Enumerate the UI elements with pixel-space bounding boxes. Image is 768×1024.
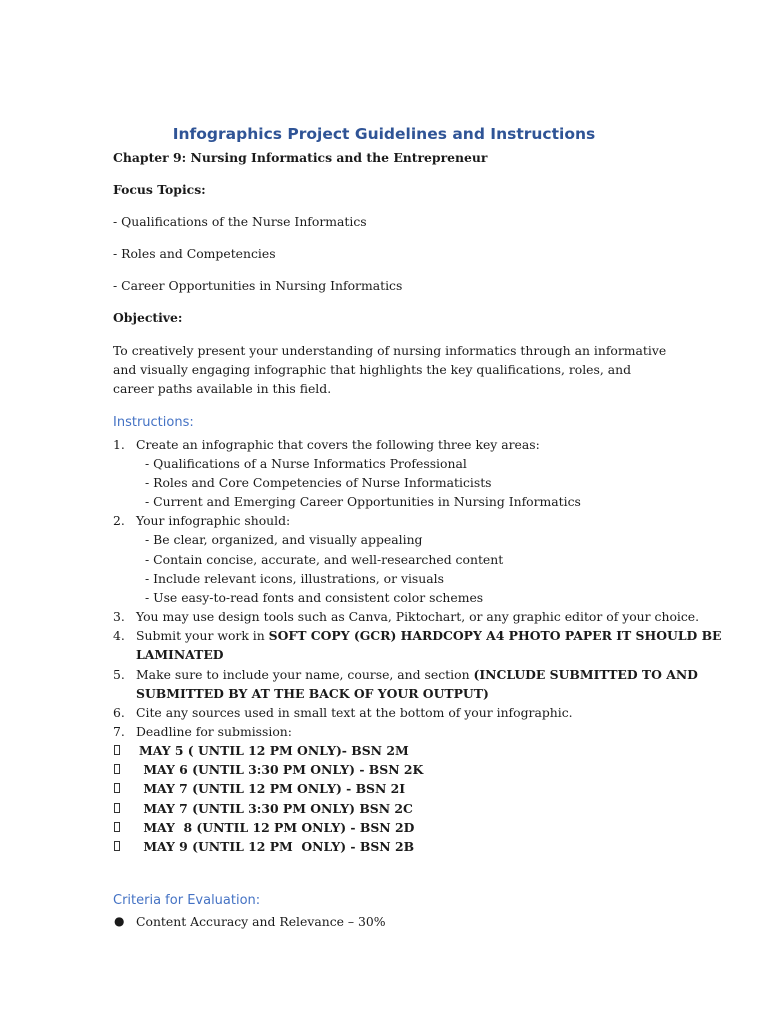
instruction-emphasis: LAMINATED xyxy=(136,647,224,662)
instruction-emphasis: SOFT COPY (GCR) HARDCOPY A4 PHOTO PAPER IT SHOULD BE xyxy=(268,628,722,643)
instruction-subitem: - Use easy-to-read fonts and consistent color schemes xyxy=(145,590,484,605)
missing-glyph-icon xyxy=(114,822,120,832)
instruction-item: Cite any sources used in small text at the bottom of your infographic. xyxy=(136,705,573,720)
deadline-item: MAY 9 (UNTIL 12 PM ONLY) - BSN 2B xyxy=(139,839,415,854)
instruction-subitem: - Current and Emerging Career Opportunities in Nursing Informatics xyxy=(145,494,581,509)
instruction-item xyxy=(136,665,698,684)
instruction-subitem: - Include relevant icons, illustrations, or visuals xyxy=(145,571,444,586)
instructions-heading: Instructions: xyxy=(113,415,194,430)
deadline-item: MAY 5 ( UNTIL 12 PM ONLY)- BSN 2M xyxy=(139,743,409,758)
instruction-text: Submit your work in xyxy=(136,628,269,643)
missing-glyph-icon xyxy=(114,764,120,774)
instruction-item: Create an infographic that covers the following three key areas: xyxy=(136,437,540,452)
instruction-item: Deadline for submission: xyxy=(136,724,292,739)
instruction-number: 5. xyxy=(113,667,125,682)
objective-label: Objective: xyxy=(113,310,183,325)
instruction-item: You may use design tools such as Canva, Piktochart, or any graphic editor of your choice. xyxy=(136,609,700,624)
deadline-item: MAY 7 (UNTIL 3:30 PM ONLY) BSN 2C xyxy=(139,801,413,816)
deadline-item: MAY 6 (UNTIL 3:30 PM ONLY) - BSN 2K xyxy=(139,762,424,777)
instruction-emphasis: SUBMITTED BY AT THE BACK OF YOUR OUTPUT) xyxy=(136,686,489,701)
instruction-subitem: - Contain concise, accurate, and well-researched content xyxy=(145,552,504,567)
criteria-item: Content Accuracy and Relevance – 30% xyxy=(136,914,386,929)
deadline-item: MAY 7 (UNTIL 12 PM ONLY) - BSN 2I xyxy=(139,781,406,796)
missing-glyph-icon xyxy=(114,745,120,755)
instruction-emphasis: (INCLUDE SUBMITTED TO AND xyxy=(473,667,698,682)
instruction-number: 6. xyxy=(113,705,125,720)
instruction-subitem: - Qualifications of a Nurse Informatics Professional xyxy=(145,456,467,471)
focus-topic-item: - Career Opportunities in Nursing Informatics xyxy=(113,278,403,293)
deadline-item: MAY 8 (UNTIL 12 PM ONLY) - BSN 2D xyxy=(139,820,415,835)
instruction-number: 3. xyxy=(113,609,125,624)
instruction-number: 4. xyxy=(113,628,125,643)
instruction-number: 2. xyxy=(113,513,125,528)
instruction-text: Make sure to include your name, course, and section xyxy=(136,667,474,682)
objective-paragraph: To creatively present your understanding of nursing informatics through an informative and visually engaging infographic that highlights the key qualifications, roles, and career paths available in this field. xyxy=(113,343,667,397)
focus-topic-item: - Qualifications of the Nurse Informatics xyxy=(113,214,367,229)
missing-glyph-icon xyxy=(114,841,120,851)
criteria-heading: Criteria for Evaluation: xyxy=(113,893,261,908)
chapter-heading: Chapter 9: Nursing Informatics and the Entrepreneur xyxy=(113,150,488,165)
instruction-item: Your infographic should: xyxy=(136,513,291,528)
instruction-number: 7. xyxy=(113,724,125,739)
instruction-number: 1. xyxy=(113,437,125,452)
focus-topics-label: Focus Topics: xyxy=(113,182,206,197)
missing-glyph-icon xyxy=(114,803,120,813)
instruction-subitem: - Roles and Core Competencies of Nurse Informaticists xyxy=(145,475,492,490)
instruction-subitem: - Be clear, organized, and visually appealing xyxy=(145,532,423,547)
document-title: Infographics Project Guidelines and Instructions xyxy=(172,125,596,143)
focus-topic-item: - Roles and Competencies xyxy=(113,246,276,261)
bullet-icon: ● xyxy=(114,914,125,928)
instruction-item xyxy=(136,626,722,645)
missing-glyph-icon xyxy=(114,783,120,793)
